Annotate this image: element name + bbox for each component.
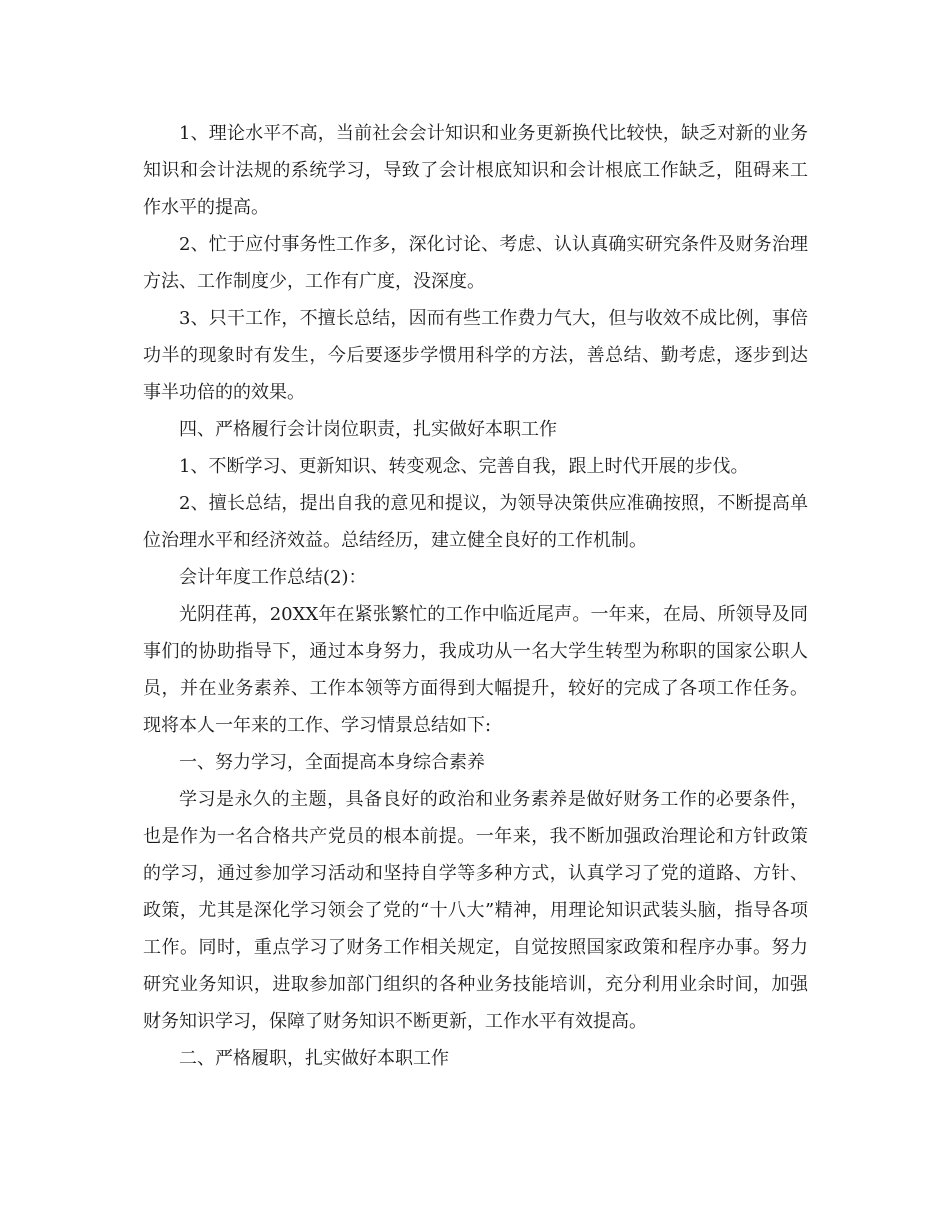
paragraph-intro: 光阴荏苒，20XX年在紧张繁忙的工作中临近尾声。一年来，在局、所领导及同事们的协助指导下，通过本身努力，我成功从一名大学生转型为称职的国家公职人员，并在业务素养、工作本领等方面得到大幅提升，较好的完成了各项工作任务。现将本人一年来的工作、学习情景总结如下: (143, 604, 808, 736)
paragraph-study: 学习是永久的主题，具备良好的政治和业务素养是做好财务工作的必要条件，也是作为一名合格共产党员的根本前提。一年来，我不断加强政治理论和方针政策的学习，通过参加学习活动和坚持自学等多种方式，认真学习了党的道路、方针、政策，尤其是深化学习领会了党的“十八大”精神，用理论知识武装头脑，指导各项工作。同时，重点学习了财务工作相关规定，自觉按照国家政策和程序办事。努力研究业务知识，进取参加部门组织的各种业务技能培训，充分利用业余时间，加强财务知识学习，保障了财务知识不断更新，工作水平有效提高。 (143, 789, 808, 1032)
paragraph-duty-2: 2、擅长总结，提出自我的意见和提议，为领导决策供应准确按照，不断提高单位治理水平和经济效益。总结经历，建立健全良好的工作机制。 (143, 493, 808, 551)
document-body (143, 115, 808, 1077)
section-heading-4: 四、严格履行会计岗位职责，扎实做好本职工作 (179, 419, 557, 440)
paragraph-weakness-1: 1、理论水平不高，当前社会会计知识和业务更新换代比较快，缺乏对新的业务知识和会计法规的系统学习，导致了会计根底知识和会计根底工作缺乏，阻碍来工作水平的提高。 (143, 123, 808, 218)
summary-title: 会计年度工作总结(2)： (179, 567, 367, 588)
section-heading-2: 二、严格履职，扎实做好本职工作 (179, 1048, 449, 1069)
paragraph-weakness-2: 2、忙于应付事务性工作多，深化讨论、考虑、认认真确实研究条件及财务治理方法、工作制度少，工作有广度，没深度。 (143, 234, 808, 292)
paragraph-duty-1: 1、不断学习、更新知识、转变观念、完善自我，跟上时代开展的步伐。 (179, 456, 749, 477)
section-heading-1: 一、努力学习，全面提高本身综合素养 (179, 752, 485, 773)
paragraph-weakness-3: 3、只干工作，不擅长总结，因而有些工作费力气大，但与收效不成比例，事倍功半的现象时有发生，今后要逐步学惯用科学的方法，善总结、勤考虑，逐步到达事半功倍的的效果。 (143, 308, 808, 403)
